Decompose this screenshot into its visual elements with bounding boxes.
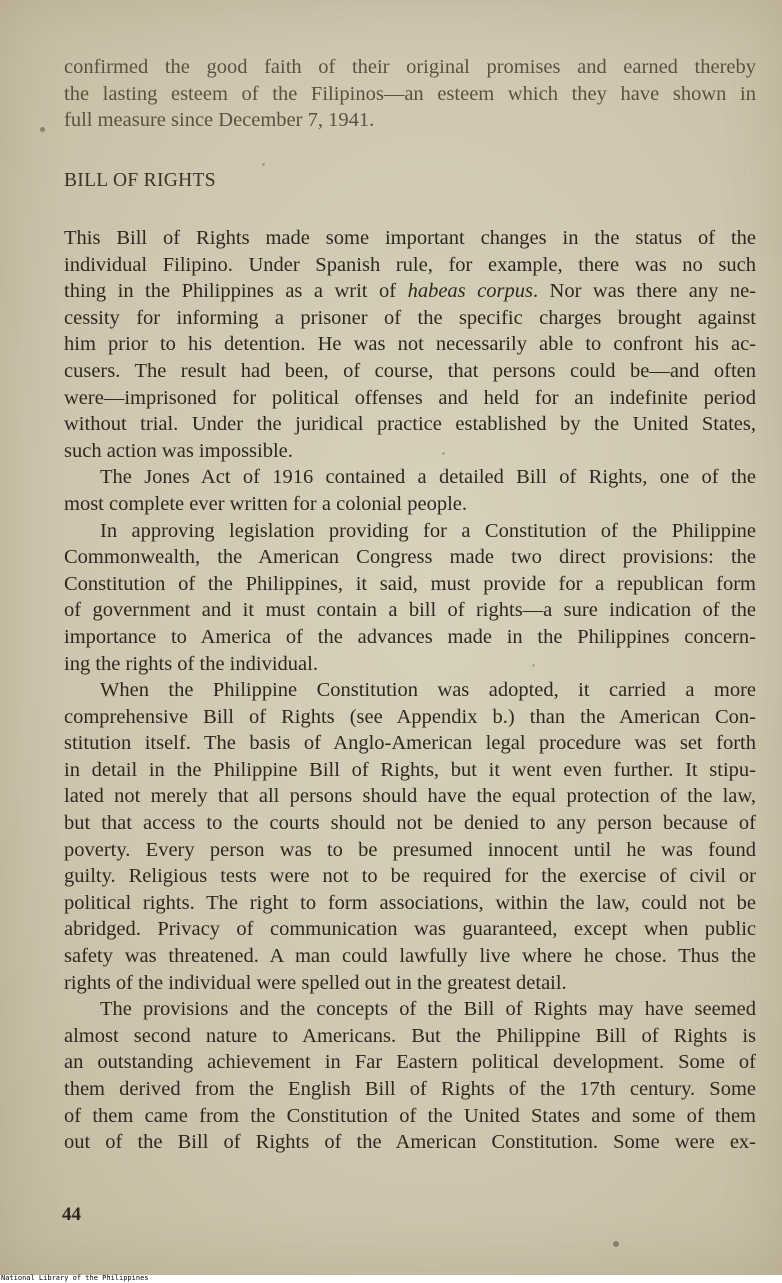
lead-line: full measure since December 7, 1941. [64,109,375,132]
text-line: Constitution of the Philippines, it said, must provide for a republican form [64,572,756,595]
text-line: rights of the individual were spelled out in the greatest detail. [64,971,567,994]
text-line: of them came from the Constitution of the United States and some of them [64,1104,756,1127]
paragraph [64,518,756,678]
text-line: lated not merely that all persons should have the equal protection of the law, [64,785,756,808]
paragraph [64,996,756,1156]
lead-paragraph [64,54,756,134]
text-line: ing the rights of the individual. [64,652,318,675]
section-heading: BILL OF RIGHTS [64,170,216,191]
ink-speck [442,452,445,455]
lead-line: confirmed the good faith of their original promises and earned thereby [64,56,756,78]
text-line: abridged. Privacy of communication was guaranteed, except when public [64,918,756,941]
text-line: The Jones Act of 1916 contained a detailed Bill of Rights, one of the [100,466,756,489]
text-line: them derived from the English Bill of Rights of the 17th century. Some [64,1078,756,1100]
text-line: Commonwealth, the American Congress made two direct provisions: the [64,546,756,569]
text-line: cessity for informing a prisoner of the specific charges brought against [64,306,756,329]
ink-speck [40,127,45,132]
text-line: of government and it must contain a bill of rights—a sure indication of the [64,599,756,622]
lead-line: the lasting esteem of the Filipinos—an esteem which they have shown in [64,82,756,105]
text-line: political rights. The right to form associations, within the law, could not be [64,891,756,914]
body-text [64,225,756,1156]
paragraph [64,464,756,517]
text-line: out of the Bill of Rights of the American Constitution. Some were ex- [64,1131,756,1154]
text-line: When the Philippine Constitution was adopted, it carried a more [100,679,756,702]
text-line: most complete ever written for a colonial people. [64,492,468,515]
ink-speck [532,664,535,667]
text-line: an outstanding achievement in Far Eastern political development. Some of [64,1051,756,1074]
ink-speck [613,1241,619,1247]
text-line: This Bill of Rights made some important changes in the status of the [64,227,756,249]
text-line: cusers. The result had been, of course, that persons could be—and often [64,359,756,382]
ink-speck [262,163,265,166]
text-line: poverty. Every person was to be presumed innocent until he was found [64,838,756,861]
text-line: almost second nature to Americans. But the Philippine Bill of Rights is [64,1024,756,1047]
text-line: stitution itself. The basis of Anglo-American legal procedure was set forth [64,732,756,755]
text-line: but that access to the courts should not be denied to any person because of [64,812,756,835]
text-line: In approving legislation providing for a Constitution of the Philippine [100,519,756,542]
text-line: were—imprisoned for political offenses and held for an indefinite period [64,386,756,409]
footer-credit: National Library of the Philippines [1,1274,149,1282]
page-number: 44 [62,1204,81,1225]
paragraph [64,225,756,464]
text-line: guilty. Religious tests were not to be required for the exercise of civil or [64,865,756,888]
paragraph [64,677,756,996]
text-line: such action was impossible. [64,439,293,462]
text-line: in detail in the Philippine Bill of Rights, but it went even further. It stipu- [64,758,756,781]
text-line: comprehensive Bill of Rights (see Appendix b.) than the American Con- [64,705,756,728]
text-line: safety was threatened. A man could lawfully live where he chose. Thus the [64,945,756,968]
text-line: thing in the Philippines as a writ of habeas corpus. Nor was there any ne- [64,280,756,303]
text-line: The provisions and the concepts of the Bill of Rights may have seemed [100,998,756,1021]
text-line: importance to America of the advances made in the Philippines concern- [64,625,756,648]
text-line: without trial. Under the juridical practice established by the United States, [64,413,756,436]
text-line: individual Filipino. Under Spanish rule, for example, there was no such [64,253,756,276]
text-line: him prior to his detention. He was not necessarily able to confront his ac- [64,333,756,356]
